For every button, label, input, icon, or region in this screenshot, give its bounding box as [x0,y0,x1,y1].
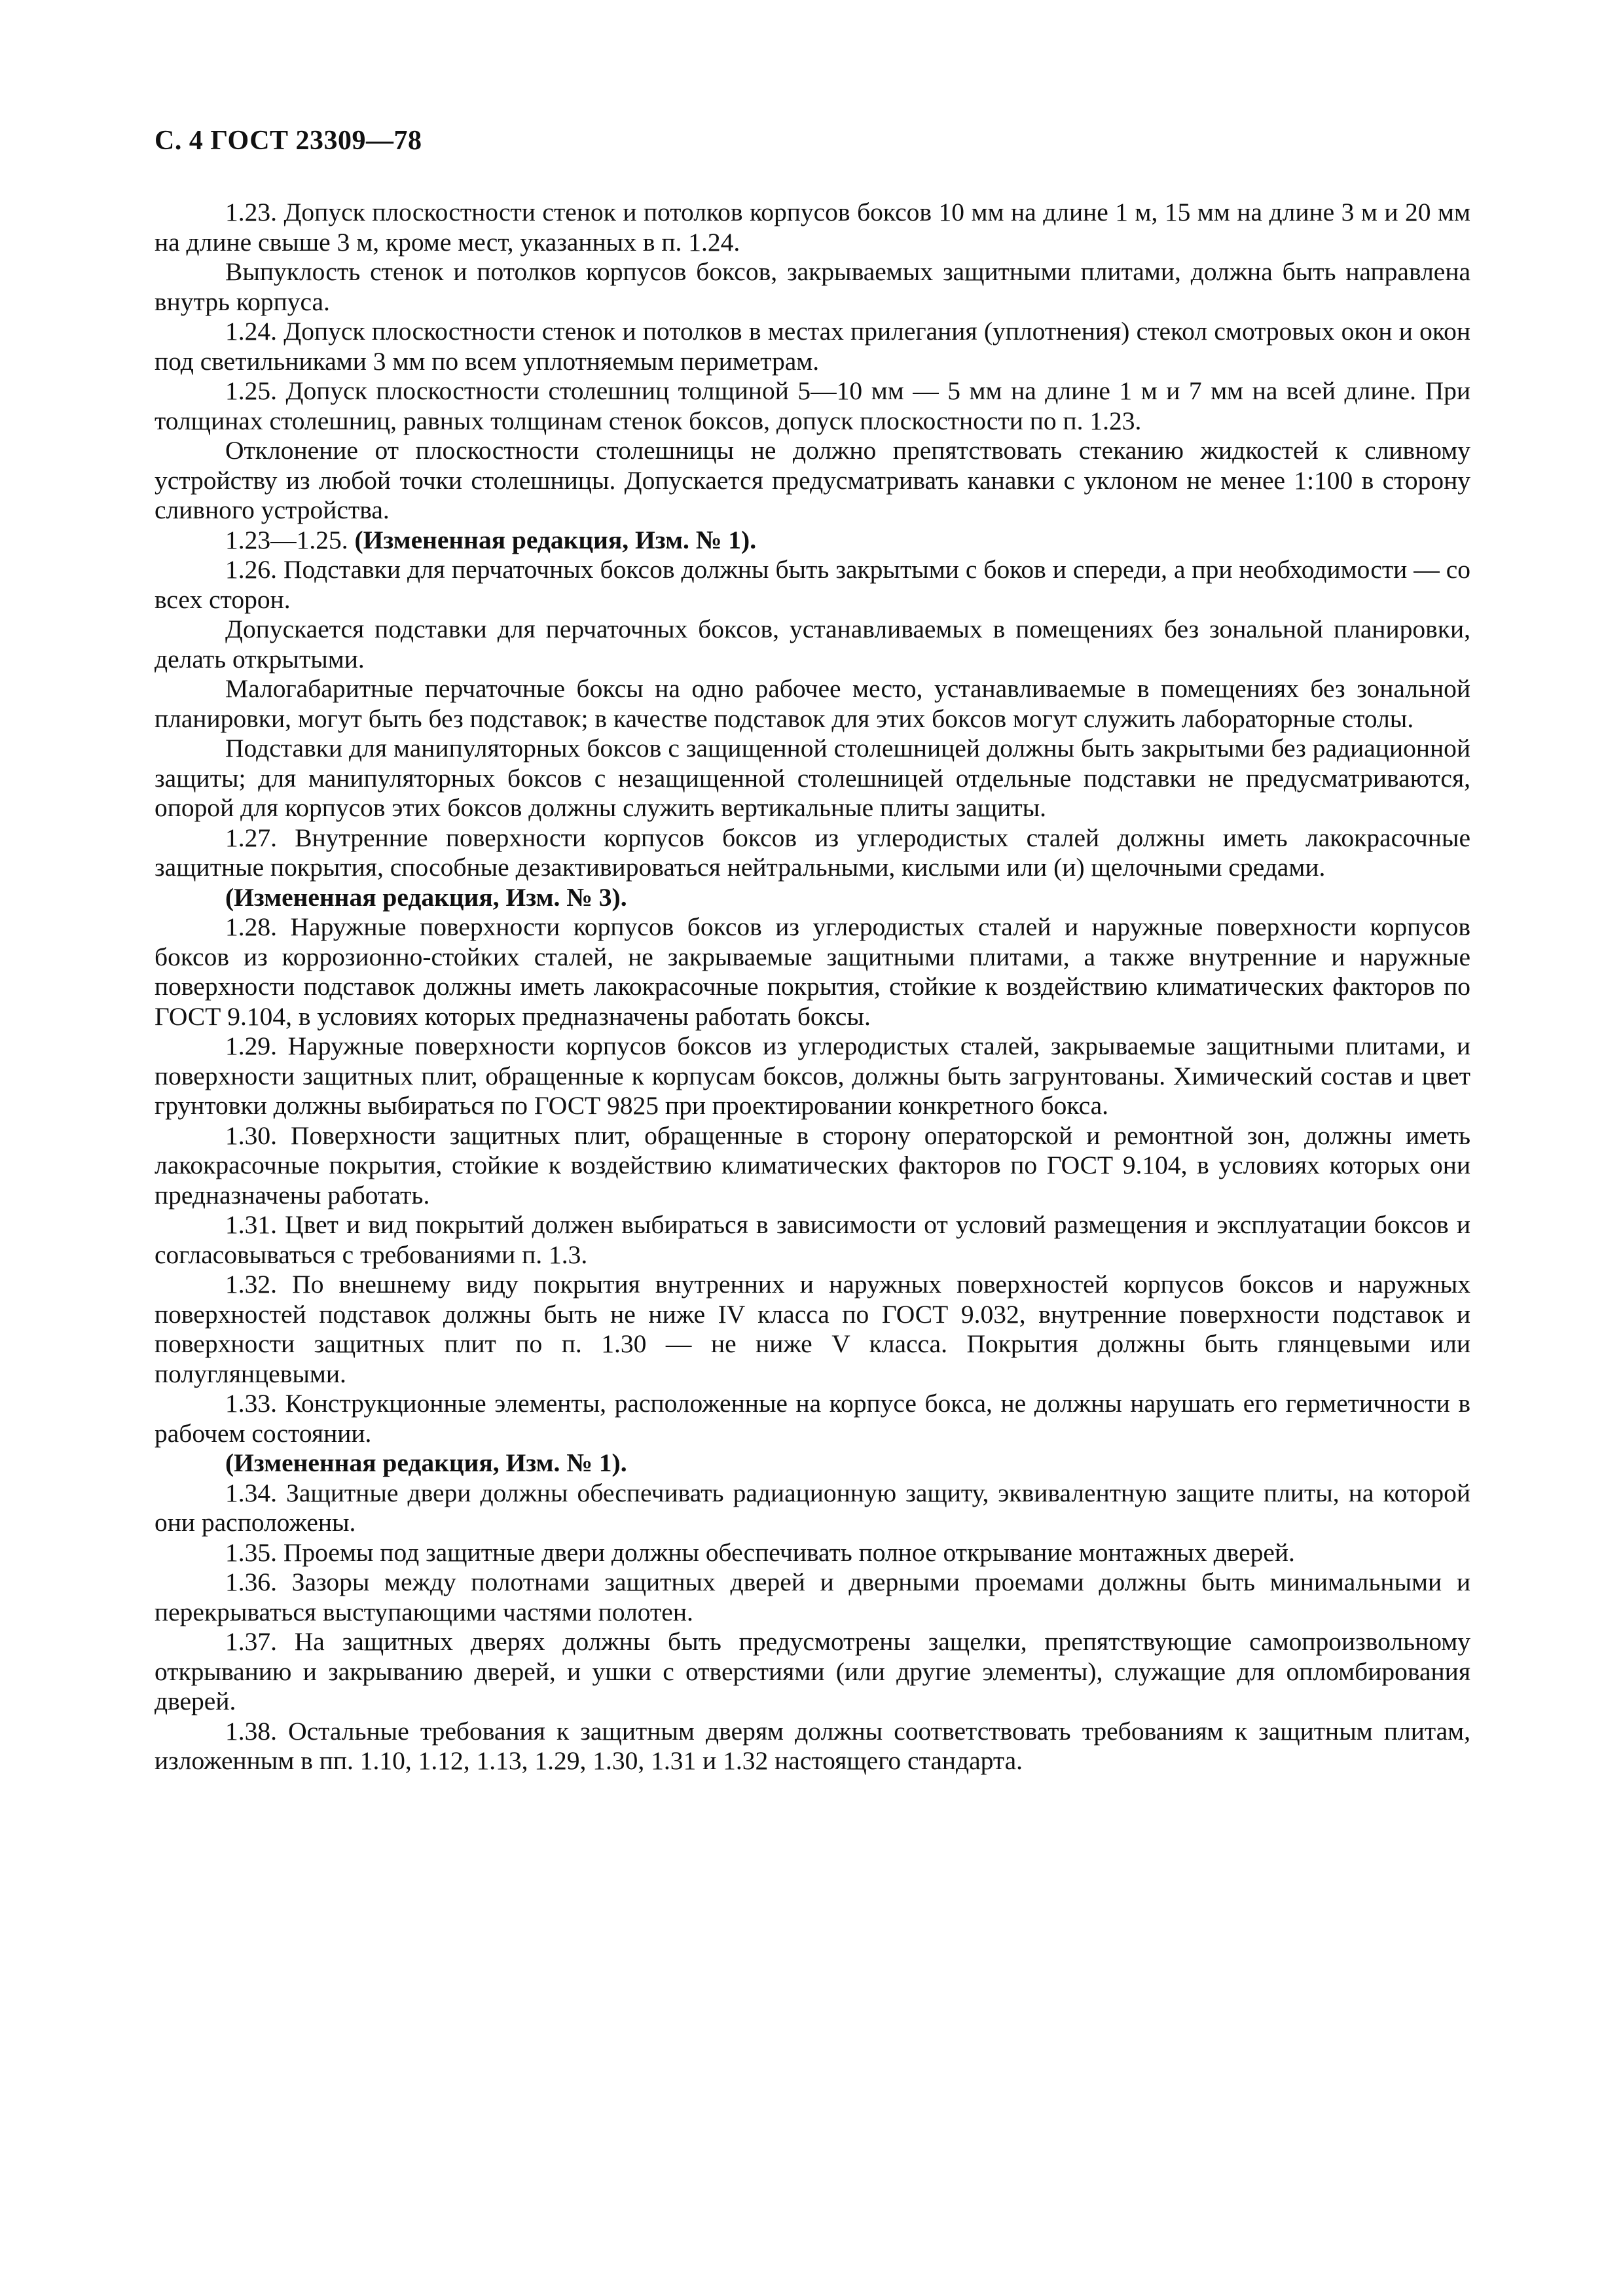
amendment-note: (Измененная редакция, Изм. № 1). [225,1448,627,1477]
paragraph-1-25 [155,376,1470,436]
paragraph-text: 1.23—1.25. [225,525,355,554]
amendment-note: (Измененная редакция, Изм. № 3). [225,882,627,912]
paragraph-1-30 [155,1121,1470,1211]
paragraph-text: 1.28. Наружные поверхности корпусов боксов из углеродистых сталей и наружные поверхности корпусов боксов из коррозионно-стойких сталей, не закрываемые защитными плитами, а также внутренние и наружные поверхности подставок должны иметь лакокрасочные покрытия, стойкие к воздействию климатических факторов по ГОСТ 9.104, в условиях которых предназначены работать боксы. [155,912,1470,1031]
paragraph-text: Подставки для манипуляторных боксов с защищенной столешницей должны быть закрытыми без радиационной защиты; для манипуляторных боксов с незащищенной столешницей отдельные подставки не предусматриваются, опорой для корпусов этих боксов должны служить вертикальные плиты защиты. [155,734,1470,822]
paragraph-1-31 [155,1210,1470,1270]
paragraph-small-boxes [155,674,1470,734]
body-text [155,198,1470,1776]
paragraph-text: Малогабаритные перчаточные боксы на одно рабочее место, устанавливаемые в помещениях без зональной планировки, могут быть без подставок; в качестве подставок для этих боксов могут служить лабораторные столы. [155,674,1470,733]
paragraph-text: 1.36. Зазоры между полотнами защитных дверей и дверными проемами должны быть минимальными и перекрываться выступающими частями полотен. [155,1568,1470,1626]
paragraph-text: 1.33. Конструкционные элементы, расположенные на корпусе бокса, не должны нарушать его герметичности в рабочем состоянии. [155,1389,1470,1448]
paragraph-text: Допускается подставки для перчаточных боксов, устанавливаемых в помещениях без зональной планировки, делать открытыми. [155,615,1470,673]
paragraph-1-35 [155,1538,1470,1568]
paragraph-1-24 [155,317,1470,376]
document-page [155,124,1470,1776]
amendment-note: (Измененная редакция, Изм. № 1). [354,525,757,554]
paragraph-text: 1.25. Допуск плоскостности столешниц толщиной 5—10 мм — 5 мм на длине 1 м и 7 мм на всей длине. При толщинах столешниц, равных толщинам стенок боксов, допуск плоскостности по п. 1.23. [155,376,1470,435]
paragraph-text: 1.29. Наружные поверхности корпусов боксов из углеродистых сталей, закрываемые защитными плитами, и поверхности защитных плит, обращенные к корпусам боксов, должны быть загрунтованы. Химический состав и цвет грунтовки должны выбираться по ГОСТ 9825 при проектировании конкретного бокса. [155,1031,1470,1120]
paragraph-text: Отклонение от плоскостности столешницы не должно препятствовать стеканию жидкостей к сливному устройству из любой точки столешницы. Допускается предусматривать канавки с уклоном не менее 1:100 в сторону сливного устройства. [155,436,1470,524]
paragraph-text: 1.24. Допуск плоскостности стенок и потолков в местах прилегания (уплотнения) стекол смотровых окон и окон под светильниками 3 мм по всем уплотняемым периметрам. [155,317,1470,376]
paragraph-manipulator-stands [155,734,1470,823]
paragraph-text: Выпуклость стенок и потолков корпусов боксов, закрываемых защитными плитами, должна быть направлена внутрь корпуса. [155,257,1470,316]
paragraph-text: 1.34. Защитные двери должны обеспечивать радиационную защиту, эквивалентную защите плиты, на которой они расположены. [155,1478,1470,1537]
paragraph-1-37 [155,1627,1470,1717]
paragraph-1-36 [155,1568,1470,1627]
paragraph-1-38 [155,1717,1470,1776]
paragraph-text: 1.38. Остальные требования к защитным дверям должны соответствовать требованиям к защитным плитам, изложенным в пп. 1.10, 1.12, 1.13, 1.29, 1.30, 1.31 и 1.32 настоящего стандарта. [155,1716,1470,1775]
paragraph-text: 1.30. Поверхности защитных плит, обращенные в сторону операторской и ремонтной зон, должны иметь лакокрасочные покрытия, стойкие к воздействию климатических факторов по ГОСТ 9.104, в условиях которых они предназначены работать. [155,1121,1470,1210]
paragraph-text: 1.35. Проемы под защитные двери должны обеспечивать полное открывание монтажных дверей. [225,1537,1295,1567]
paragraph-text: 1.23. Допуск плоскостности стенок и потолков корпусов боксов 10 мм на длине 1 м, 15 мм на длине 3 м и 20 мм на длине свыше 3 м, кроме мест, указанных в п. 1.24. [155,198,1470,257]
paragraph-text: 1.37. На защитных дверях должны быть предусмотрены защелки, препятствующие самопроизвольному открыванию и закрыванию дверей, и ушки с отверстиями (или другие элементы), служащие для опломбирования дверей. [155,1627,1470,1715]
paragraph-1-28 [155,912,1470,1031]
paragraph-open-stands [155,615,1470,674]
paragraph-1-33 [155,1389,1470,1448]
paragraph-text: 1.31. Цвет и вид покрытий должен выбираться в зависимости от условий размещения и эксплуатации боксов и согласовываться с требованиями п. 1.3. [155,1210,1470,1269]
paragraph-1-34 [155,1479,1470,1538]
paragraph-1-23 [155,198,1470,257]
paragraph-deviation [155,436,1470,526]
paragraph-text: 1.32. По внешнему виду покрытия внутренних и наружных поверхностей корпусов боксов и наружных поверхностей подставок должны быть не ниже IV класса по ГОСТ 9.032, внутренние поверхности подставок и поверхности защитных плит по п. 1.30 — не ниже V класса. Покрытия должны быть глянцевыми или полуглянцевыми. [155,1270,1470,1388]
paragraph-amendment-1-23-1-25 [155,526,1470,556]
paragraph-1-32 [155,1270,1470,1389]
paragraph-1-29 [155,1031,1470,1121]
paragraph-1-27 [155,823,1470,883]
paragraph-amendment-1 [155,1448,1470,1479]
paragraph-convexity [155,257,1470,317]
paragraph-1-26 [155,555,1470,615]
page-header: С. 4 ГОСТ 23309—78 [155,126,422,156]
paragraph-text: 1.27. Внутренние поверхности корпусов боксов из углеродистых сталей должны иметь лакокрасочные защитные покрытия, способные дезактивироваться нейтральными, кислыми или (и) щелочными средами. [155,823,1470,882]
paragraph-amendment-3 [155,883,1470,913]
paragraph-text: 1.26. Подставки для перчаточных боксов должны быть закрытыми с боков и спереди, а при необходимости — со всех сторон. [155,555,1470,614]
